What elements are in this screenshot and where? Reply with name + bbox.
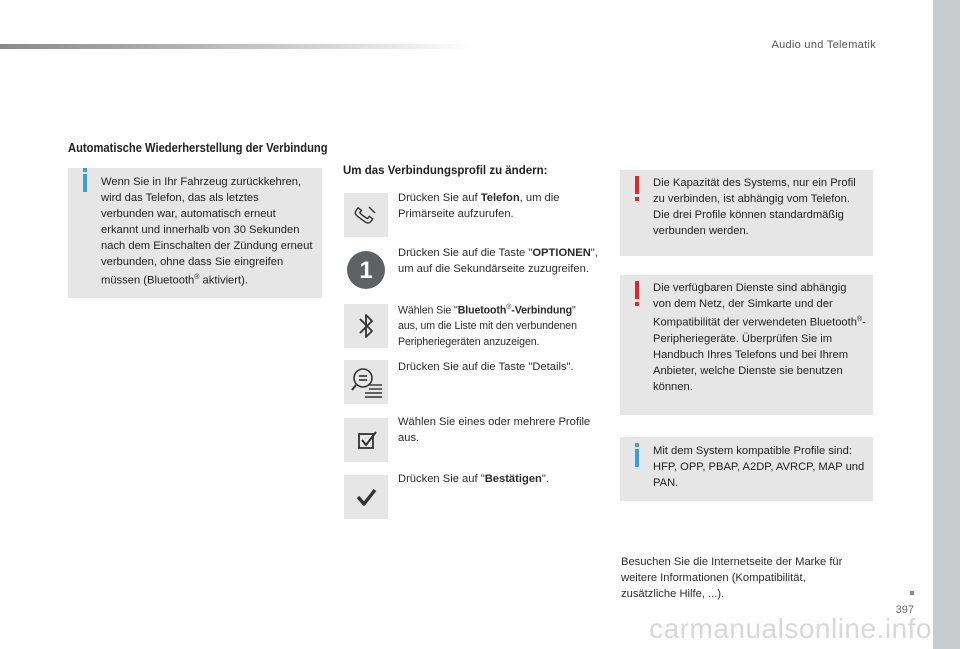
warning-box-text: Die Kapazität des Systems, nur ein Profil zu verbinden, ist abhängig vom Telefon. Die drei Profile können standardmäßig verbunden werden. <box>653 177 856 237</box>
checkbox-icon <box>344 418 388 462</box>
watermark: carmanualsonline.info <box>649 613 932 644</box>
page-title: Automatische Wiederherstellung der Verbindung <box>68 140 328 155</box>
details-icon <box>344 360 388 404</box>
info-icon <box>83 174 87 192</box>
warning-box-capacity <box>620 170 873 256</box>
menu-badge-icon <box>344 248 388 292</box>
info-box-profiles <box>620 437 873 501</box>
phone-icon <box>344 193 388 237</box>
side-tab-bar <box>933 0 960 649</box>
step-5-text: Wählen Sie eines oder mehrere Profile aus. <box>398 416 591 444</box>
page-marker <box>910 591 914 595</box>
step-3-text: Wählen Sie "Bluetooth®-Verbindung" aus, um die Liste mit den verbundenen Peripheriegeräten anzuzeigen. <box>398 304 577 348</box>
warning-box-services <box>620 275 873 415</box>
step-1-text: Drücken Sie auf Telefon, um die Primärseite aufzurufen. <box>398 192 560 220</box>
page-number: 397 <box>895 604 914 616</box>
steps-heading: Um das Verbindungsprofil zu ändern: <box>343 165 548 177</box>
warning-box-text: Die verfügbaren Dienste sind abhängig von dem Netz, der Simkarte und der Kompatibilität der verwendeten Bluetooth®-Peripheriegeräte. Überprüfen Sie im Handbuch Ihres Telefons und bei Ihrem Anbieter, welche Dienste sie benutzen können. <box>653 282 866 393</box>
info-box-text: Mit dem System kompatible Profile sind: HFP, OPP, PBAP, A2DP, AVRCP, MAP und PAN. <box>653 445 865 489</box>
warning-icon <box>635 281 639 299</box>
header-gradient-rule <box>0 44 470 49</box>
checkmark-icon <box>344 475 388 519</box>
info-icon <box>635 449 639 467</box>
warning-icon <box>635 176 639 194</box>
website-note: Besuchen Sie die Internetseite der Marke für weitere Informationen (Kompatibilität, zusätzliche Hilfe, ...). <box>621 556 843 600</box>
step-4-text: Drücken Sie auf die Taste "Details". <box>398 361 574 373</box>
info-box-text: Wenn Sie in Ihr Fahrzeug zurückkehren, wird das Telefon, das als letztes verbunden war, automatisch erneut erkannt und innerhalb von 30 Sekunden nach dem Einschalten der Zündung erneut verbunden, ohne dass Sie eingreifen müssen (Bluetooth® aktiviert). <box>101 176 313 287</box>
step-2-text: Drücken Sie auf die Taste "OPTIONEN", um auf die Sekundärseite zuzugreifen. <box>398 247 598 275</box>
badge-number: 1 <box>359 257 373 284</box>
info-box-auto-reconnect <box>68 168 322 298</box>
step-6-text: Drücken Sie auf "Bestätigen". <box>398 473 549 485</box>
section-title: Audio und Telematik <box>771 39 876 51</box>
bluetooth-icon <box>344 304 388 348</box>
